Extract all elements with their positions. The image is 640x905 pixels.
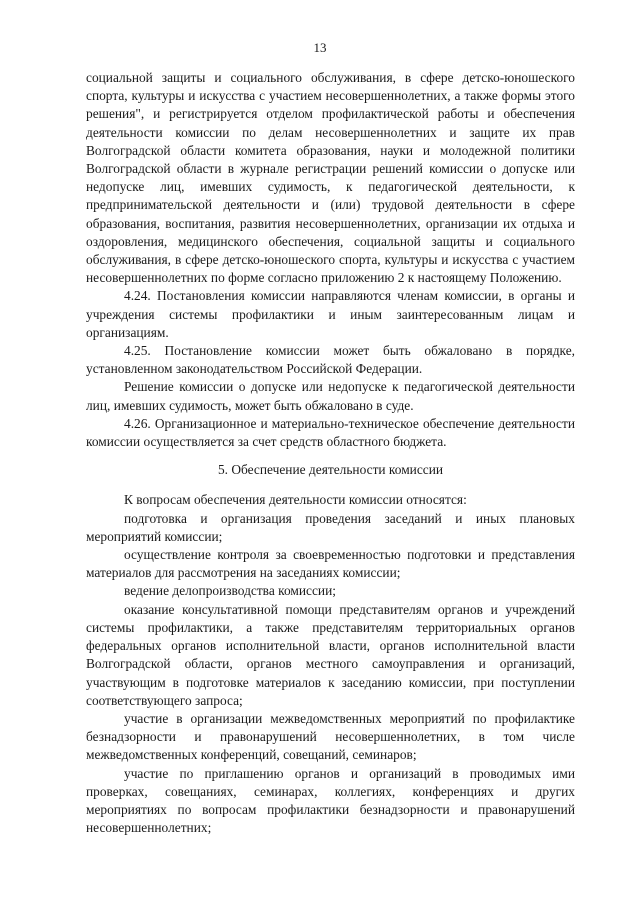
section-5-body — [86, 491, 575, 837]
document-body — [86, 69, 575, 837]
paragraph: Решение комиссии о допуске или недопуске к педагогической деятельности лиц, имевших судимость, может быть обжаловано в суде. — [86, 379, 575, 413]
paragraph: оказание консультативной помощи представителям органов и учреждений системы профилактики, а также представителям территориальных органов федеральных органов исполнительной власти, органов исполнительной власти Волгоградской области, органов местного самоуправления и организаций, участвующим в подготовке материалов к заседанию комиссии, при поступлении соответствующего запроса; — [86, 601, 575, 708]
page-number: 13 — [313, 40, 327, 55]
paragraph: 4.24. Постановления комиссии направляются членам комиссии, в органы и учреждения системы профилактики и иным заинтересованным лицам и организациям. — [86, 288, 575, 340]
paragraph: участие в организации межведомственных мероприятий по профилактике безнадзорности и правонарушений несовершеннолетних, в том числе межведомственных конференций, совещаний, семинаров; — [86, 710, 575, 763]
paragraph: К вопросам обеспечения деятельности комиссии относятся: — [124, 492, 467, 508]
paragraph: участие по приглашению органов и организаций в проводимых ими проверках, совещаниях, семинарах, коллегиях, конференциях и других мероприятиях по вопросам профилактики безнадзорности и правонарушений несовершеннолетних; — [86, 765, 575, 836]
paragraph: осуществление контроля за своевременностью подготовки и представления материалов для рассмотрения на заседаниях комиссии; — [86, 547, 575, 581]
paragraph: подготовка и организация проведения заседаний и иных плановых мероприятий комиссии; — [86, 510, 575, 544]
section-4-end — [86, 69, 575, 451]
paragraph: 4.26. Организационное и материально-техническое обеспечение деятельности комиссии осуществляется за счет средств областного бюджета. — [86, 415, 575, 450]
paragraph: социальной защиты и социального обслуживания, в сфере детско-юношеского спорта, культуры и искусства с участием несовершеннолетних, а также формы этого решения", и регистрируется отделом профилактической работы и обеспечения деятельности комиссии по делам несовершеннолетних и защите их прав Волгоградской области комитета образования, науки и молодежной политики Волгоградской области в журнале регистрации решений комиссии о допуске или недопуске лиц, имевших судимость, к педагогической деятельности, к предпринимательской деятельности и (или) трудовой деятельности в сфере образования, воспитания, развития несовершеннолетних, организации их отдыха и оздоровления, медицинского обеспечения, социальной защиты и социального обслуживания, в сфере детско-юношеского спорта, культуры и искусства с участием несовершеннолетних по форме согласно приложению 2 к настоящему Положению. — [86, 70, 575, 286]
paragraph: 4.25. Постановление комиссии может быть обжаловано в порядке, установленном законодательством Российской Федерации. — [86, 343, 575, 377]
section-heading: 5. Обеспечение деятельности комиссии — [217, 462, 444, 478]
paragraph: ведение делопроизводства комиссии; — [124, 583, 336, 599]
